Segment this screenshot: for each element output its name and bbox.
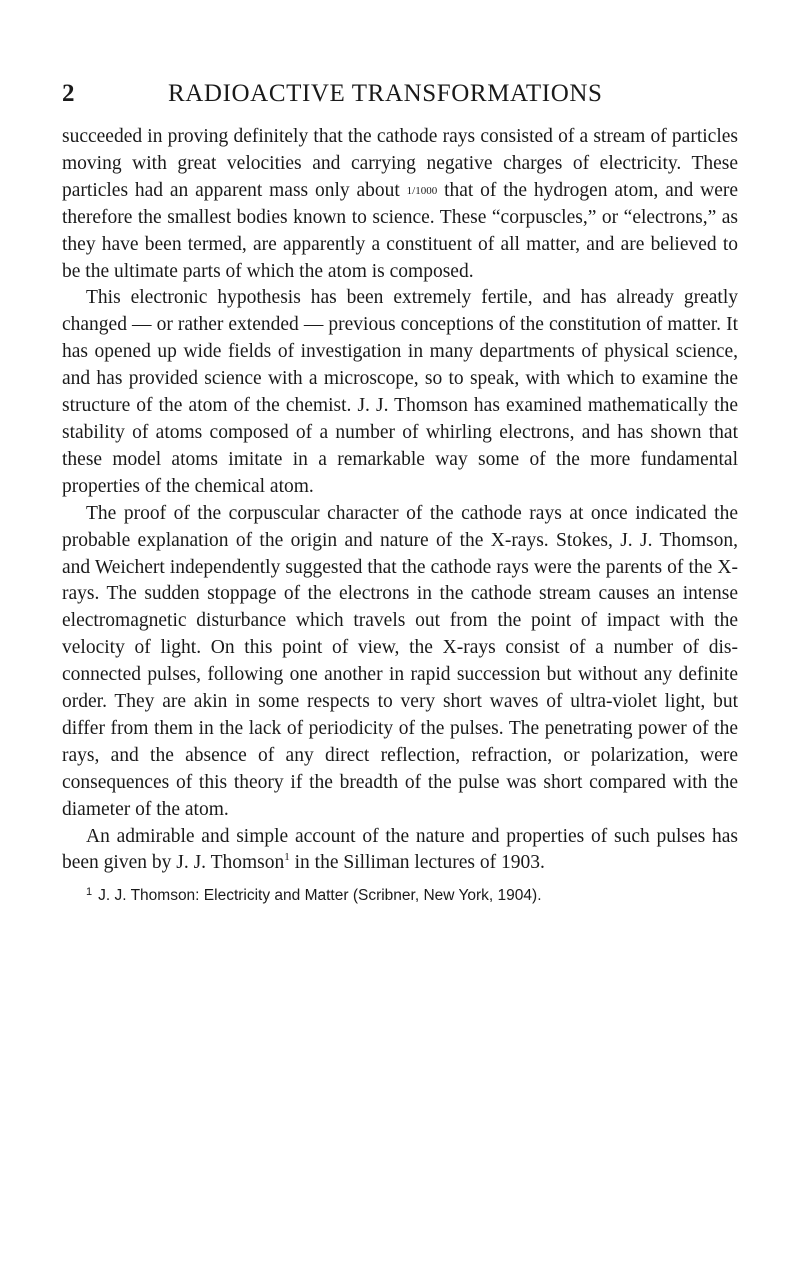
paragraph-1-text-b: that of the hydrogen atom, and were therefore the smallest bodies known to science. These “corpuscles,” or “electrons,” as they have been termed, are apparently a constituent of all matter, and are believed to be the ultimate parts of which the atom is composed. (62, 179, 738, 282)
running-head (62, 78, 738, 114)
body-text (62, 124, 738, 877)
paragraph-1: succeeded in proving definitely that the cathode rays consisted of a stream of particles moving with great velocities and carrying negative charges of electricity. These particles had an apparent mass only about 1/1000 that of the hydrogen atom, and were therefore the smallest bodies known to science. These “corpuscles,” or “electrons,” as they have been termed, are apparently a constituent of all matter, and are believed to be the ultimate parts of which the atom is composed. (62, 126, 738, 282)
paragraph-1-text-a: succeeded in proving definitely that the cathode rays consisted of a stream of particles moving with great velocities and carrying negative charges of electricity. These particles had an apparent mass only about (62, 126, 738, 201)
paragraph-3: The proof of the corpuscular character of the cathode rays at once indicated the probable explanation of the origin and nature of the X-rays. Stokes, J. J. Thomson, and Weichert independently suggested that the cathode rays were the parents of the X-rays. The sudden stoppage of the electrons in the cathode stream causes an intense electromagnetic disturbance which travels out from the point of impact with the velocity of light. On this point of view, the X-rays consist of a number of disconnected pulses, following one another in rapid succession but without any definite order. They are akin in some respects to very short waves of ultra-violet light, but differ from them in the lack of periodicity of the pulses. The penetrating power of the rays, and the absence of any direct reflection, refraction, or polarization, were consequences of this theory if the breadth of the pulse was short compared with the diameter of the atom. (62, 502, 738, 820)
paragraph-2: This electronic hypothesis has been extremely fertile, and has already greatly changed — or rather extended — previous conceptions of the constitution of matter. It has opened up wide fields of investigation in many departments of physical science, and has provided science with a microscope, so to speak, with which to examine the structure of the atom of the chemist. J. J. Thomson has examined mathematically the stability of atoms composed of a number of whirling electrons, and has shown that these model atoms imitate in a remarkable way some of the more fundamental properties of the chemical atom. (62, 287, 738, 497)
page-number: 2 (62, 80, 75, 107)
book-page (62, 78, 738, 907)
footnote-reference: 1 (284, 851, 290, 864)
paragraph-4-text-a: An admirable and simple account of the nature and properties of such pulses has been given by J. J. Thomson (62, 825, 738, 874)
footnote (62, 881, 738, 907)
running-title: RADIOACTIVE TRANSFORMATIONS (168, 80, 603, 107)
footnote-text: J. J. Thomson: Electricity and Matter (Scribner, New York, 1904). (98, 887, 542, 905)
footnote-mark: 1 (86, 886, 93, 899)
paragraph-4-text-b: in the Silliman lectures of 1903. (289, 852, 545, 874)
paragraph-4 (62, 824, 738, 878)
